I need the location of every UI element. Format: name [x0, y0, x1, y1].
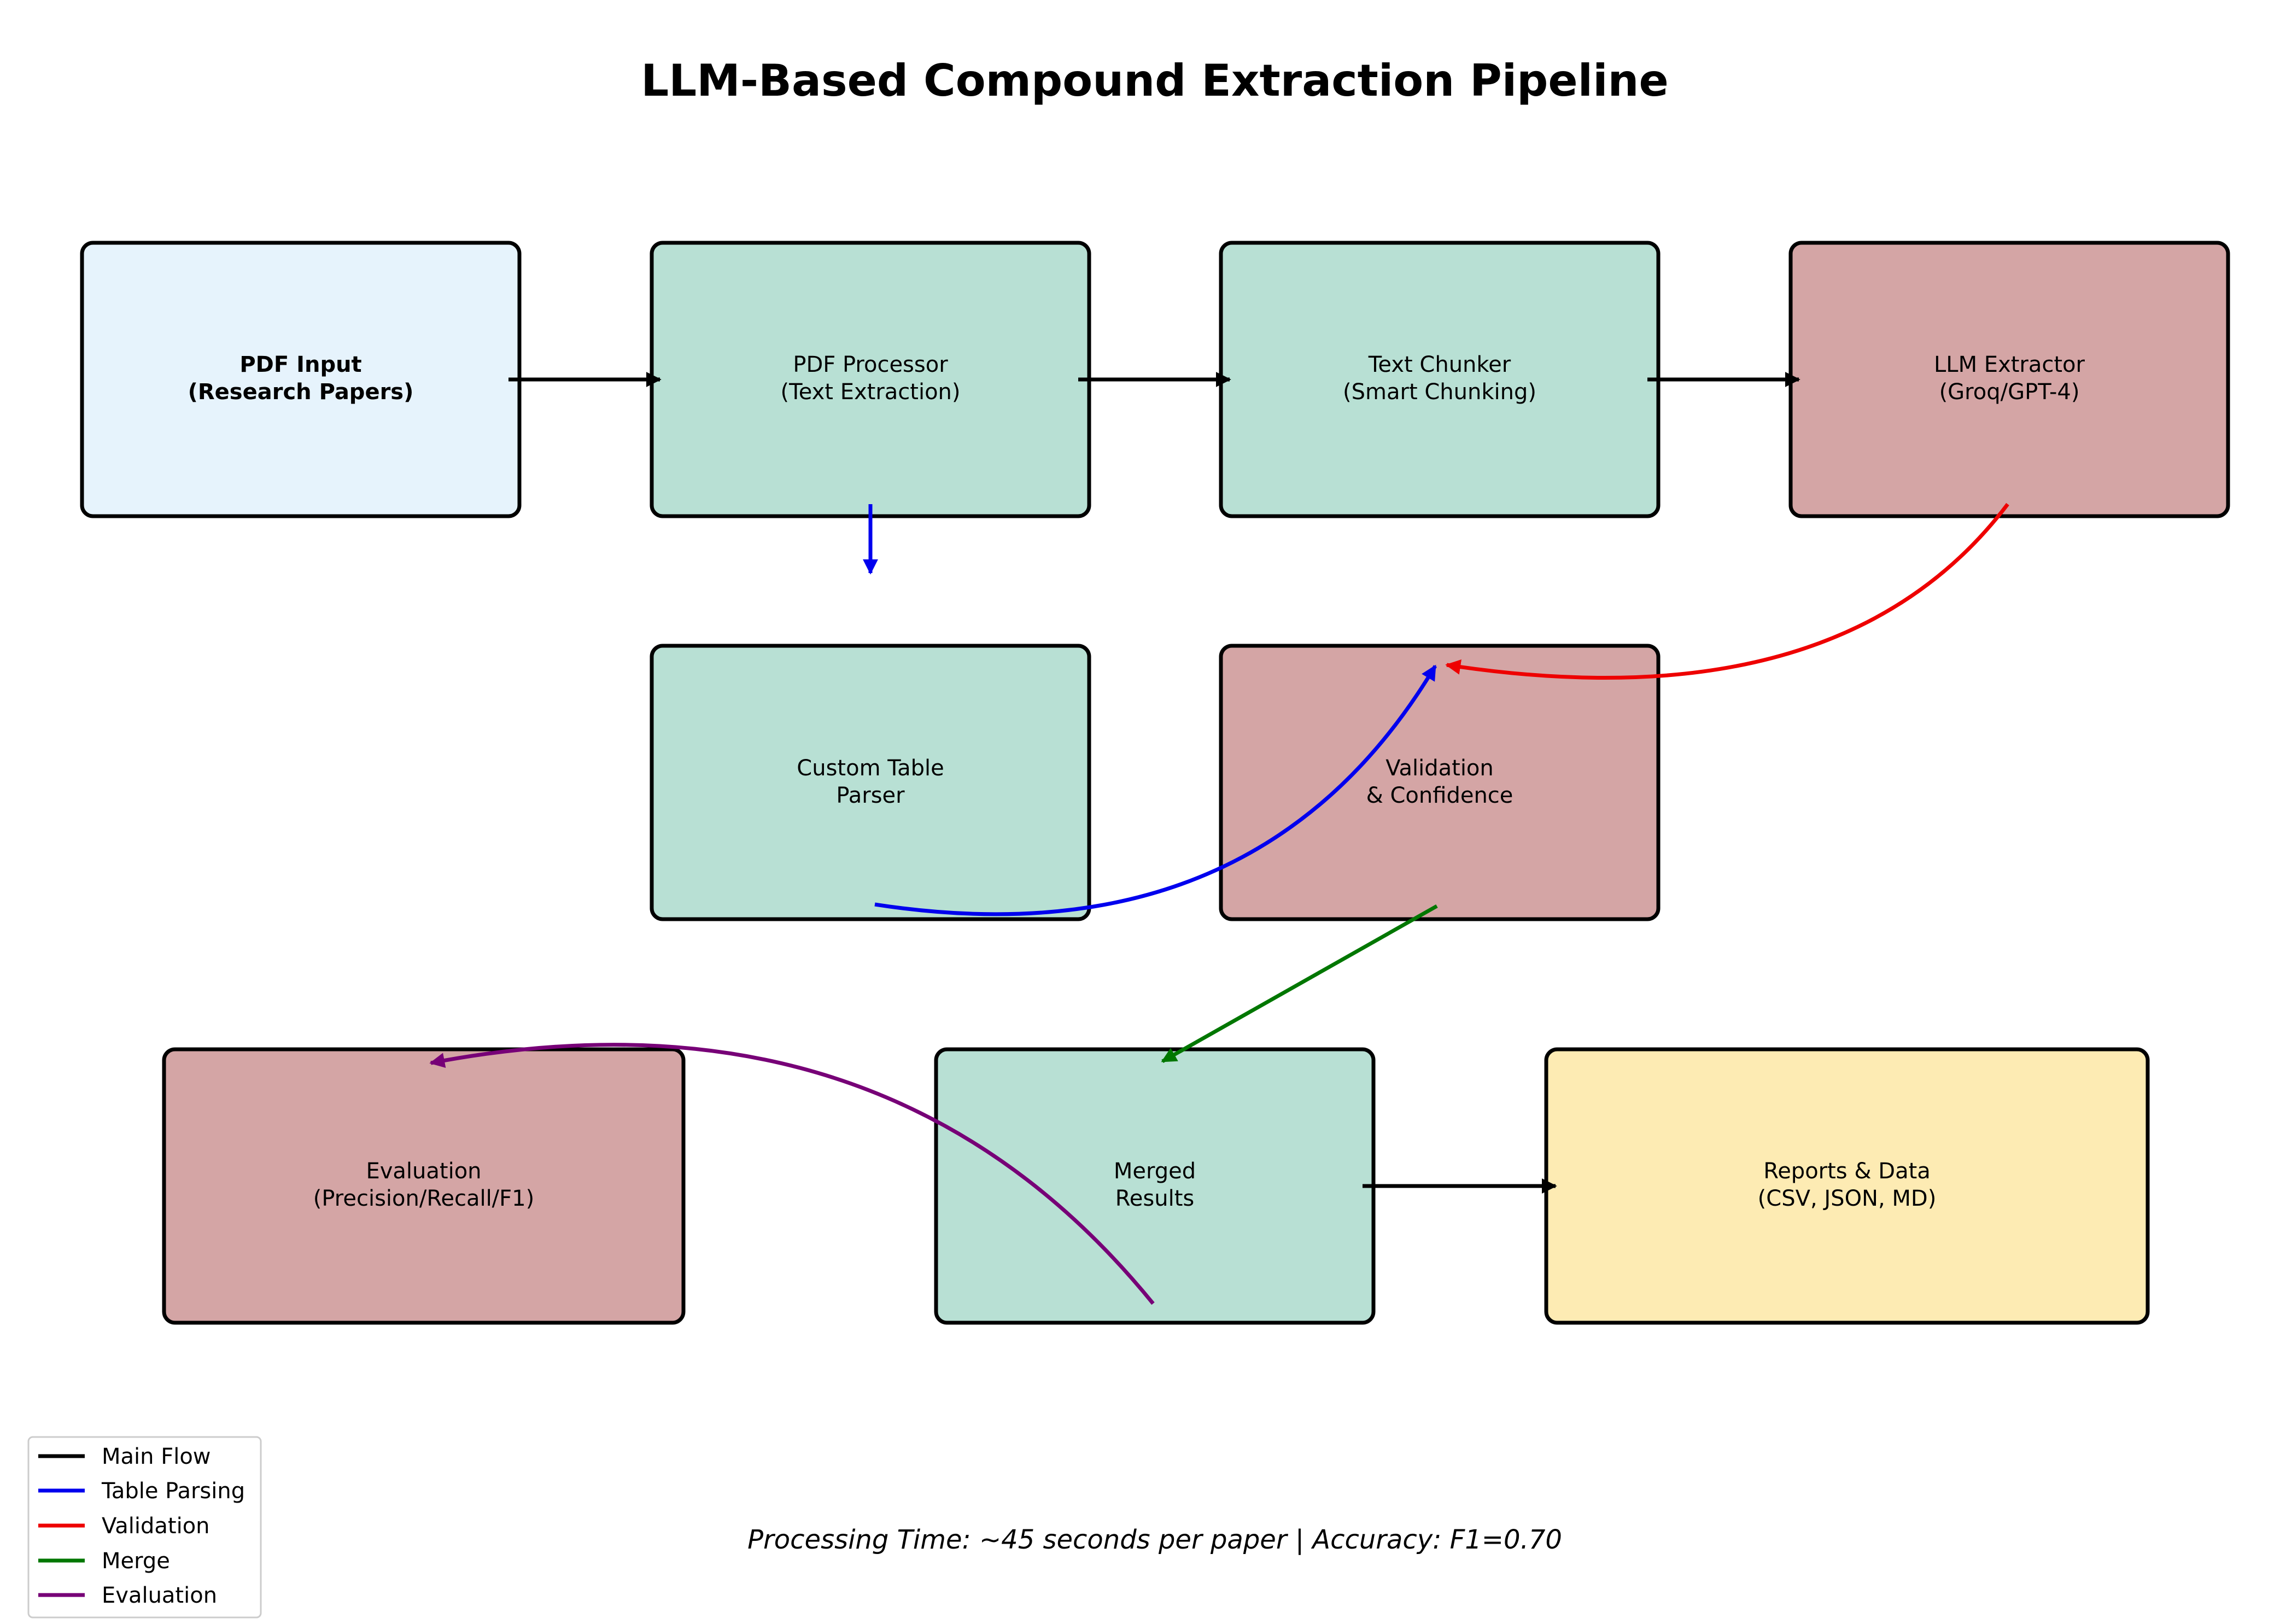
node-pdf-input-line1: PDF Input	[239, 352, 362, 377]
node-pdf-input-line2: (Research Papers)	[188, 379, 414, 405]
node-evaluation-line2: (Precision/Recall/F1)	[313, 1186, 535, 1211]
node-pdf-processor-line1: PDF Processor	[793, 352, 948, 377]
node-llm-extractor-line2: (Groq/GPT-4)	[1939, 379, 2080, 405]
diagram-title: LLM-Based Compound Extraction Pipeline	[641, 55, 1669, 106]
node-reports-line1: Reports & Data	[1763, 1159, 1931, 1184]
node-merged-results-line2: Results	[1115, 1186, 1195, 1211]
node-table-parser	[652, 646, 1089, 919]
footer-stats: Processing Time: ~45 seconds per paper | Accuracy: F1=0.70	[747, 1524, 1562, 1555]
node-validation	[1221, 646, 1658, 919]
node-llm-extractor-line1: LLM Extractor	[1934, 352, 2085, 377]
node-text-chunker-line2: (Smart Chunking)	[1343, 379, 1536, 405]
node-merged-results-line1: Merged	[1113, 1159, 1196, 1184]
node-validation-line1: Validation	[1385, 756, 1494, 781]
legend-label-table-parsing: Table Parsing	[102, 1479, 245, 1504]
node-text-chunker	[1221, 243, 1658, 516]
node-llm-extractor	[1791, 243, 2228, 516]
node-pdf-processor-line2: (Text Extraction)	[780, 379, 961, 405]
legend-label-validation: Validation	[102, 1514, 210, 1539]
node-evaluation-line1: Evaluation	[366, 1159, 482, 1184]
legend	[28, 1437, 261, 1617]
legend-label-main-flow: Main Flow	[102, 1444, 211, 1469]
node-pdf-input	[82, 243, 519, 516]
node-table-parser-line2: Parser	[836, 783, 905, 808]
legend-label-evaluation: Evaluation	[102, 1583, 218, 1608]
node-reports	[1546, 1049, 2148, 1323]
legend-label-merge: Merge	[102, 1549, 170, 1574]
node-pdf-processor	[652, 243, 1089, 516]
node-validation-line2: & Confidence	[1366, 783, 1513, 808]
node-table-parser-box	[652, 646, 1089, 919]
node-text-chunker-line1: Text Chunker	[1368, 352, 1511, 377]
node-validation-box	[1221, 646, 1658, 919]
node-reports-line2: (CSV, JSON, MD)	[1757, 1186, 1937, 1211]
arrow-validation-to-merged	[1162, 906, 1437, 1061]
node-evaluation	[164, 1049, 683, 1323]
node-merged-results	[936, 1049, 1373, 1323]
node-table-parser-line1: Custom Table	[797, 756, 944, 781]
